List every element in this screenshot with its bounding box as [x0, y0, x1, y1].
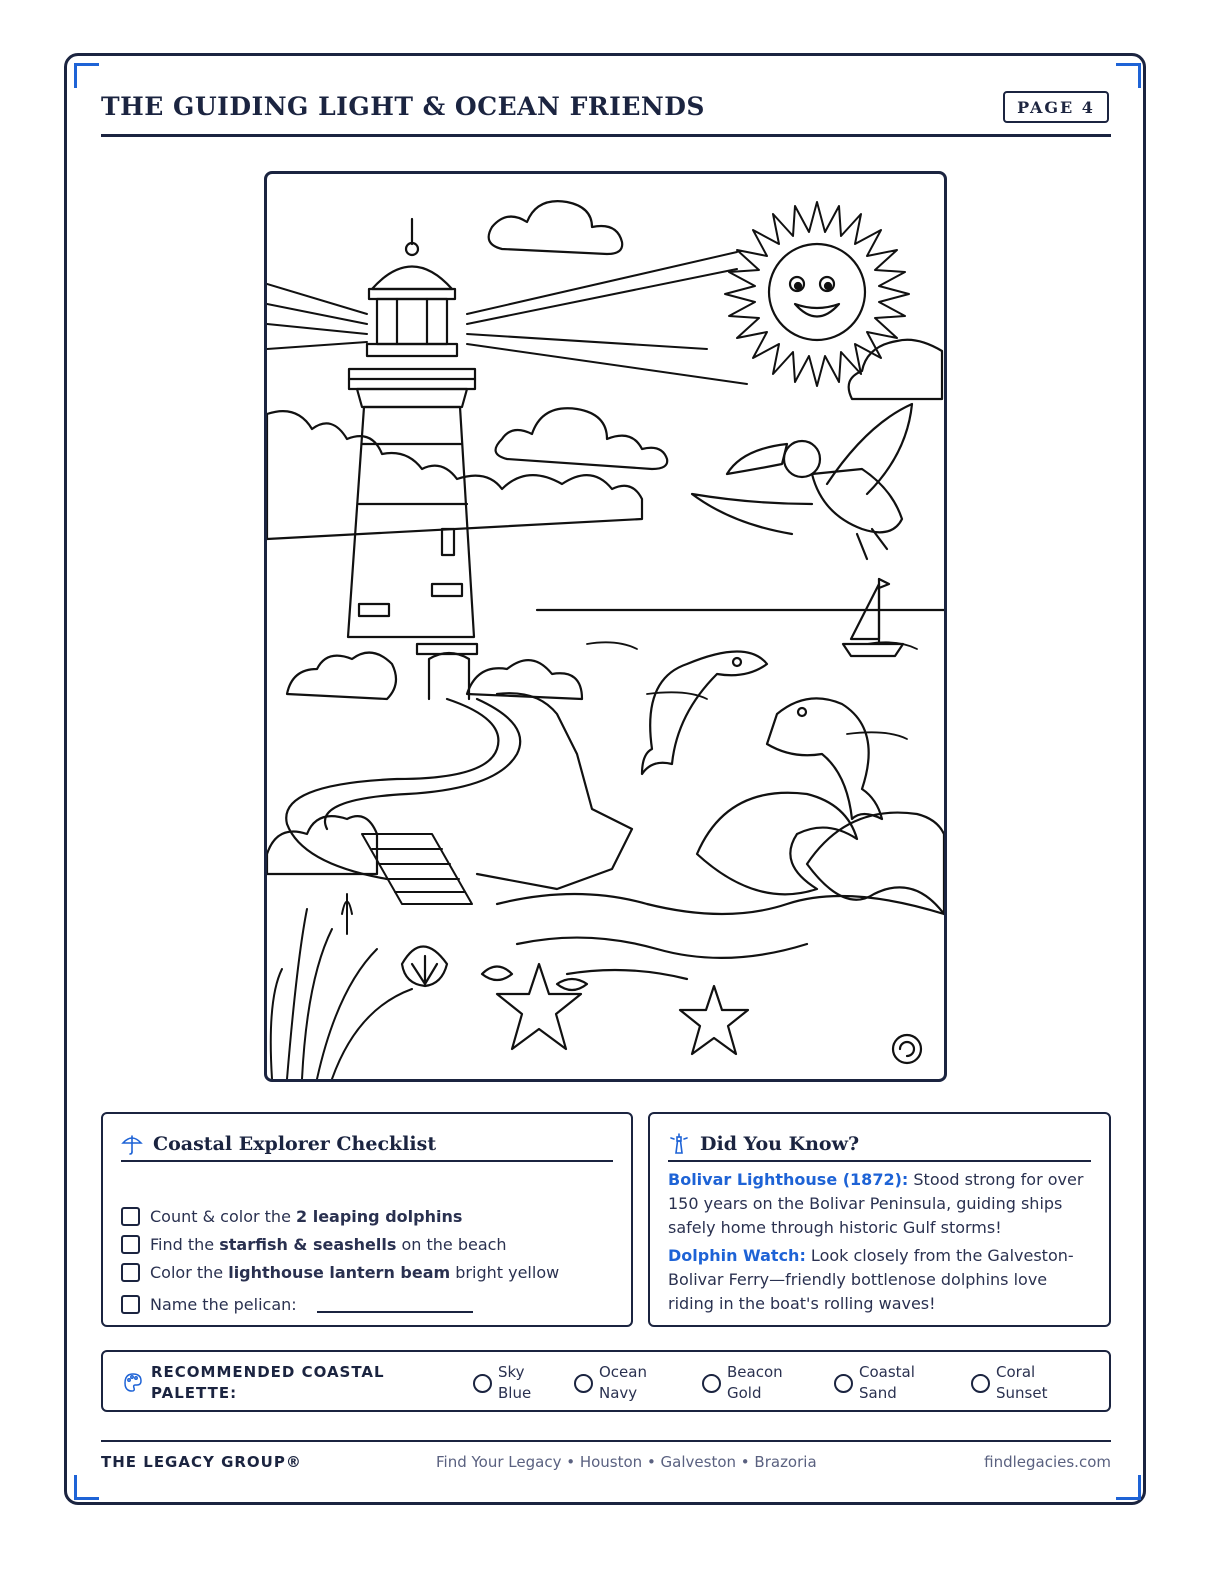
checkbox[interactable] — [121, 1235, 140, 1254]
color-circle[interactable] — [702, 1374, 721, 1393]
corner-mark — [1116, 63, 1141, 88]
checklist-title: Coastal Explorer Checklist — [153, 1133, 437, 1155]
checklist-items — [121, 1202, 613, 1318]
cloud — [489, 201, 623, 254]
checkbox[interactable] — [121, 1263, 140, 1282]
wave — [697, 793, 857, 895]
sailboat — [843, 579, 903, 656]
swatch-ocean-navy[interactable]: Ocean Navy — [574, 1362, 647, 1404]
corner-mark — [74, 63, 99, 88]
checklist-header — [121, 1128, 613, 1162]
checklist-panel — [101, 1112, 633, 1327]
did-you-know-panel — [648, 1112, 1111, 1327]
color-circle[interactable] — [971, 1374, 990, 1393]
lighthouse-icon — [668, 1133, 690, 1155]
cloud — [496, 408, 668, 469]
seashell — [402, 947, 447, 987]
color-circle[interactable] — [574, 1374, 593, 1393]
footer-website-link[interactable]: findlegacies.com — [984, 1453, 1111, 1471]
did-you-know-header — [668, 1128, 1091, 1162]
lantern-beams — [267, 252, 747, 384]
winding-path — [286, 699, 520, 879]
reeds — [271, 894, 412, 1079]
seashell — [557, 979, 587, 990]
fact-bolivar-lighthouse: Bolivar Lighthouse (1872): Stood strong for over 150 years on the Bolivar Peninsula, guiding ships safely home through historic Gulf storms! — [668, 1170, 1084, 1237]
footer-brand: THE LEGACY GROUP® — [101, 1453, 302, 1471]
fact-dolphin-watch: Dolphin Watch: Look closely from the Galveston-Bolivar Ferry—friendly bottlenose dolphins love riding in the boat's rolling waves! — [668, 1246, 1074, 1313]
corner-mark — [1116, 1475, 1141, 1500]
checklist-item[interactable]: Name the pelican: — [121, 1290, 613, 1318]
checkbox[interactable] — [121, 1207, 140, 1226]
checkbox[interactable] — [121, 1295, 140, 1314]
swatch-coral-sunset[interactable]: Coral Sunset — [971, 1362, 1047, 1404]
swatch-beacon-gold[interactable]: Beacon Gold — [702, 1362, 783, 1404]
footer-tagline: Find Your Legacy • Houston • Galveston • Brazoria — [436, 1453, 817, 1471]
corner-mark — [74, 1475, 99, 1500]
pelican-name-blank[interactable] — [317, 1295, 473, 1313]
seashell — [482, 967, 512, 981]
snail-shell — [893, 1035, 921, 1063]
umbrella-icon — [121, 1133, 143, 1155]
stairs — [362, 834, 472, 904]
pelican — [692, 404, 912, 559]
shoreline — [497, 894, 944, 979]
palette-icon — [123, 1372, 143, 1392]
page-title: THE GUIDING LIGHT & OCEAN FRIENDS — [101, 92, 705, 121]
bush — [467, 660, 582, 699]
color-circle[interactable] — [473, 1374, 492, 1393]
swatch-coastal-sand[interactable]: Coastal Sand — [834, 1362, 915, 1404]
color-circle[interactable] — [834, 1374, 853, 1393]
bush — [287, 653, 396, 699]
cloud — [267, 411, 642, 539]
cliff — [477, 693, 632, 889]
bush — [267, 816, 377, 874]
did-you-know-title: Did You Know? — [700, 1133, 860, 1155]
starfish — [680, 986, 748, 1054]
dolphin — [642, 652, 767, 775]
footer-divider — [101, 1440, 1111, 1442]
page-number-badge: PAGE 4 — [1003, 91, 1109, 123]
checklist-item[interactable]: Find the starfish & seashells on the beach — [121, 1230, 613, 1258]
sun — [725, 202, 909, 386]
checklist-item[interactable]: Count & color the 2 leaping dolphins — [121, 1202, 613, 1230]
coastal-palette-bar — [101, 1350, 1111, 1412]
coloring-illustration — [264, 171, 947, 1082]
swatch-sky-blue[interactable]: Sky Blue — [473, 1362, 531, 1404]
title-divider — [101, 134, 1111, 137]
checklist-item[interactable]: Color the lighthouse lantern beam bright yellow — [121, 1258, 613, 1286]
palette-title: RECOMMENDED COASTAL PALETTE: — [151, 1363, 385, 1402]
